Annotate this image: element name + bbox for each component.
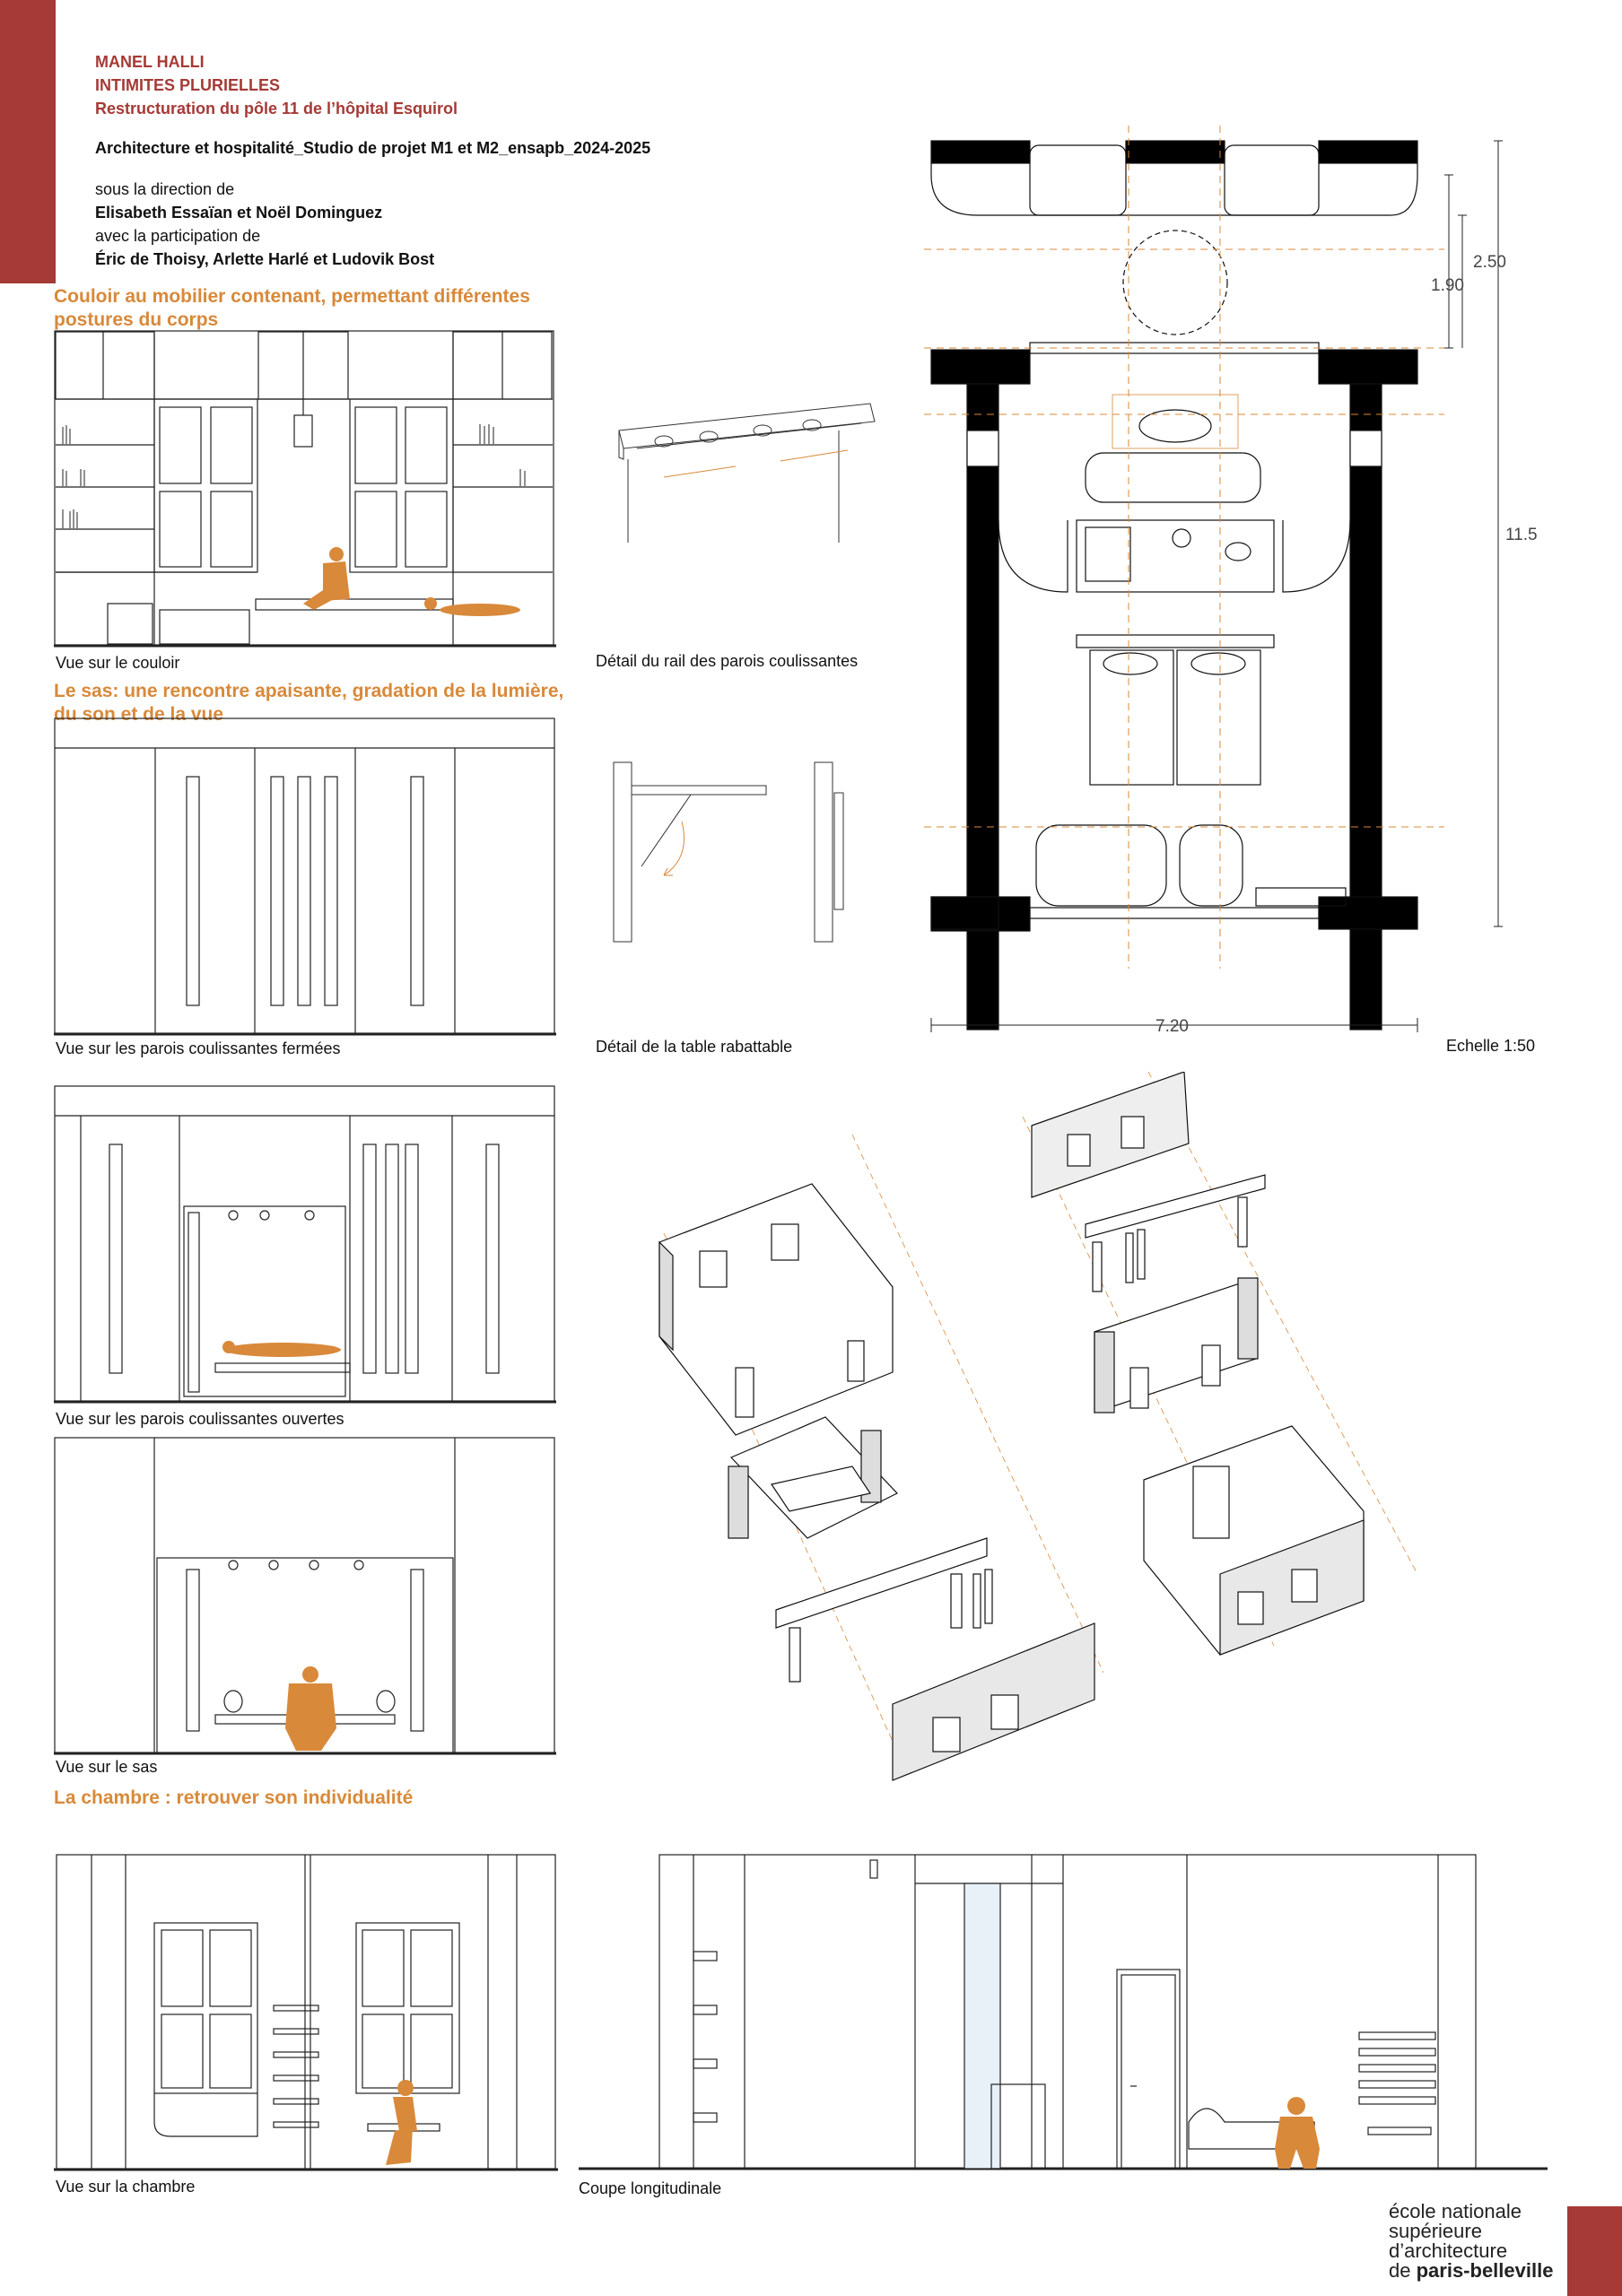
table-detail-drawing [610, 759, 879, 947]
chambre-section-title: La chambre : retrouver son individualité [54, 1787, 414, 1808]
logo-line-1: école nationale [1389, 2200, 1522, 2222]
sas-caption: Vue sur le sas [56, 1758, 158, 1776]
chambre-elevation-drawing [54, 1853, 558, 2172]
parois-fermees-drawing [54, 718, 556, 1037]
parois-fermees-caption: Vue sur les parois coulissantes fermées [56, 1039, 341, 1057]
direction-label: sous la direction de [95, 180, 235, 198]
participants: Éric de Thoisy, Arlette Harlé et Ludovik Bost [95, 250, 435, 268]
coupe-longitudinale-drawing [579, 1853, 1548, 2176]
logo-line-4-prefix: de [1389, 2259, 1417, 2282]
footer-red-bar [1567, 2206, 1622, 2296]
parois-ouvertes-drawing [54, 1085, 556, 1405]
participation-label: avec la participation de [95, 227, 261, 245]
couloir-section-title: Couloir au mobilier contenant, permettant différentes postures du corps [54, 286, 530, 330]
rail-detail-drawing [610, 395, 879, 547]
coupe-caption: Coupe longitudinale [579, 2179, 722, 2197]
project-title: INTIMITES PLURIELLES [95, 76, 281, 94]
logo-line-3: d’architecture [1389, 2239, 1508, 2262]
dim-190: 1.90 [1431, 276, 1464, 295]
couloir-caption: Vue sur le couloir [56, 654, 180, 672]
author-name: MANEL HALLI [95, 53, 205, 71]
dim-720: 7.20 [1155, 1017, 1189, 1036]
couloir-elevation-drawing [54, 330, 556, 648]
directors: Elisabeth Essaïan et Noël Dominguez [95, 204, 383, 222]
axonometric-exploded-drawing [646, 1072, 1471, 1807]
scale-label: Echelle 1:50 [1446, 1037, 1536, 1055]
sas-elevation-drawing [54, 1437, 556, 1756]
logo-line-2: supérieure [1389, 2220, 1482, 2242]
logo-line-4-bold: paris-belleville [1416, 2259, 1554, 2282]
dim-250: 2.50 [1473, 253, 1506, 272]
table-caption: Détail de la table rabattable [596, 1038, 793, 1056]
rail-caption: Détail du rail des parois coulissantes [596, 652, 859, 670]
logo-line-4 [1389, 2261, 1564, 2281]
parois-ouvertes-caption: Vue sur les parois coulissantes ouvertes [56, 1410, 344, 1428]
dim-115: 11.5 [1505, 526, 1538, 544]
studio-line: Architecture et hospitalité_Studio de projet M1 et M2_ensapb_2024-2025 [95, 139, 651, 157]
chambre-caption: Vue sur la chambre [56, 2178, 196, 2196]
sas-section-title: Le sas: une rencontre apaisante, gradation de la lumière, du son et de la vue [54, 681, 564, 725]
room-plan-drawing [924, 126, 1592, 1040]
school-logo [1389, 2202, 1564, 2281]
header-red-bar [0, 0, 56, 283]
header-block [95, 52, 903, 271]
project-subtitle: Restructuration du pôle 11 de l’hôpital Esquirol [95, 100, 458, 117]
